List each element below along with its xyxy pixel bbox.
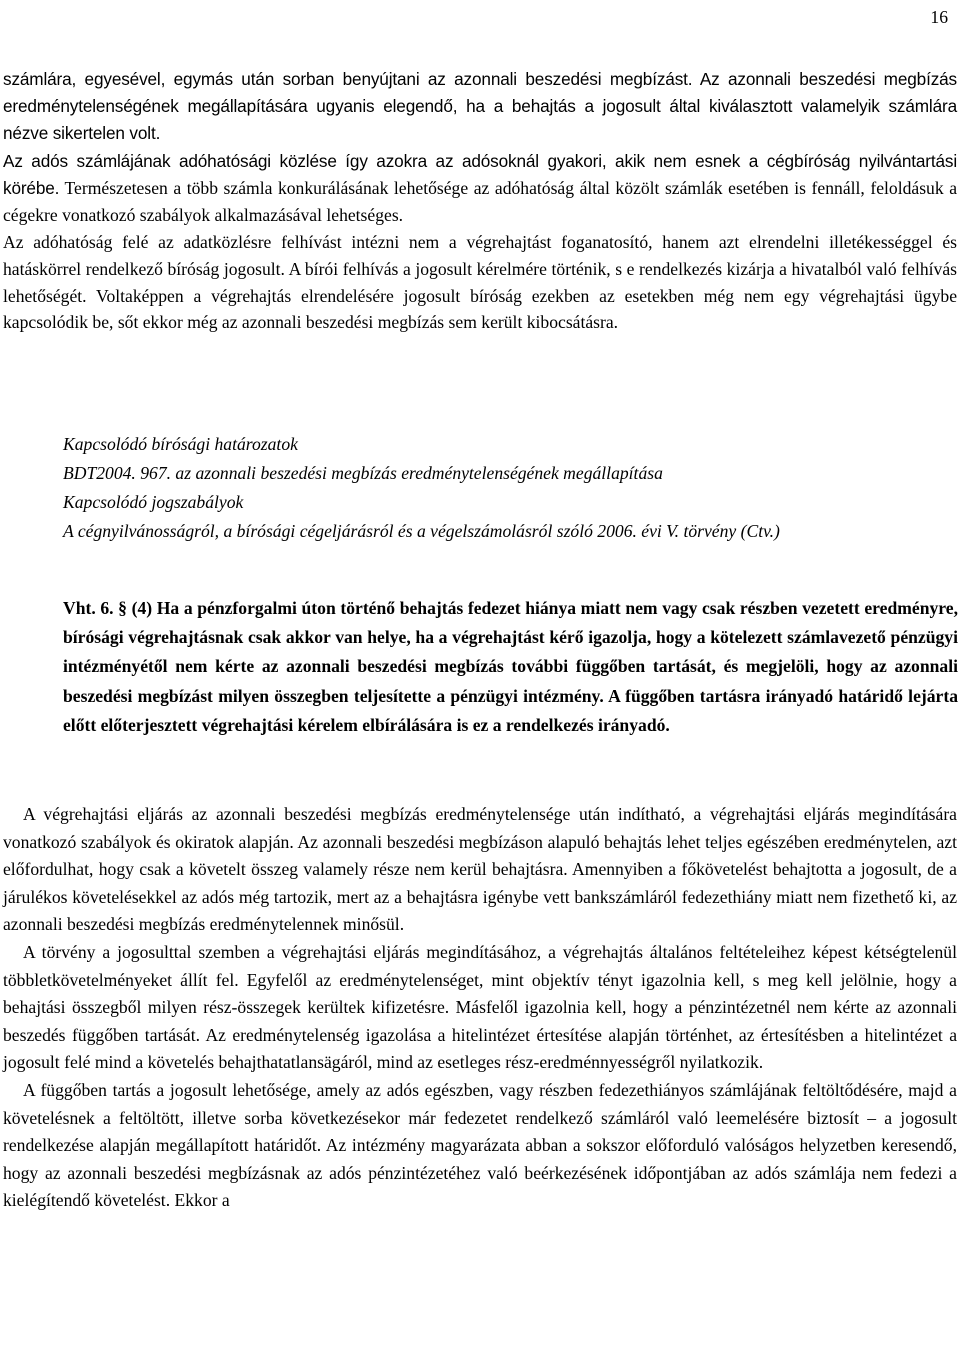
related-court-heading: Kapcsolódó bírósági határozatok: [63, 434, 298, 454]
statute-text: [63, 594, 958, 740]
statute-paragraph: Vht. 6. § (4) Ha a pénzforgalmi úton történő behajtás fedezet hiánya miatt nem vagy csak részben vezetett eredményre, bírósági végrehajtásnak csak akkor van helye, ha a végrehajtást kérő igazolja, hogy a kötelezett számlavezető pénzügyi intézményétől nem kérte az azonnali beszedési megbízás további függőben tartását, és megjelöli, hogy az azonnali beszedési megbízást milyen összegben teljesítette a pénzügyi intézmény. A függőben tartásra irányadó határidő lejárta előtt előterjesztett végrehajtási kérelem elbírálására is ez a rendelkezés irányadó.: [63, 598, 958, 735]
related-law-reference[interactable]: A cégnyilvánosságról, a bírósági cégeljárásról és a végelszámolásról szóló 2006. évi V. törvény (Ctv.): [63, 521, 780, 541]
paragraph-serif-part: Természetesen a több számla konkurálásának lehetősége az adóhatóság által közölt számlák esetében is fennáll, feloldásuk a cégekre vonatkozó szabályok alkalmazásával lehetséges.: [3, 177, 957, 226]
paragraph: számlára, egyesével, egymás után sorban benyújtani az azonnali beszedési megbízást. Az azonnali beszedési megbízás eredménytelenségének megállapítására ugyanis elegendő, ha a behajtás a jogosult által kiválasztott valamelyik számlára nézve sikertelen volt.: [3, 69, 957, 144]
paragraph: [3, 148, 957, 230]
paragraph: A törvény a jogosulttal szemben a végrehajtási eljárás megindításához, a végrehajtás általános feltételeihez képest kétségtelenül többletkövetelményeket állít fel. Egyfelől az eredménytelenséget, mint objektív tényt igazolnia kell, s meg kell jelölnie, hogy a behajtási összegből milyen rész-összegek kerültek kifizetésre. Másfelől igazolnia kell, hogy a pénzintézetnél nem kérte az azonnali beszedés függőben tartását. Az eredménytelenség igazolása a hitelintézet értesítése alapján történhet, az értesítésben a hitelintézet a jogosult felé mind a követelés behajthatatlansägáról, mind az esetleges rész-eredménnyességről nyilatkozik.: [3, 941, 957, 1073]
related-law-heading: Kapcsolódó jogszabályok: [63, 492, 244, 512]
paragraph-sans-part: Az adós számlájának adóhatósági közlése így azokra az adósoknál gyakori, akik nem esnek a cégbíróság nyilvántartási körébe.: [3, 150, 957, 198]
related-references: [63, 430, 958, 546]
paragraph: A függőben tartás a jogosult lehetősége, amely az adós egészben, vagy részben fedezethiányos számlájának feltöltődésére, majd a követelésnek a feltöltött, illetve sorba következésekor már fedezetet rendelkező számláról való leemelésére biztosít – a jogosult rendelkezése alapján megállapított határidőt. Az intézmény magyarázata abban a sokszor előforduló valóságos helyzetben keresendő, hogy az azonnali beszedési megbízásnak az adós pénzintézetéhez való beérkezésének időpontjában az adós számlája nem fedezi a kielégítendő követelést. Ekkor a: [3, 1079, 957, 1211]
paragraph: A végrehajtási eljárás az azonnali beszedési megbízás eredménytelensége után indítható, a végrehajtási eljárás megindítására vonatkozó szabályok és okiratok alapján. Az azonnali beszedési megbízáson alapuló behajtás lehet teljes egészében eredménytelen, azt előfordulhat, hogy csak a követelt összeg valamely része nem kerül behajtásra. Amennyiben a főkövetelést behajtotta a jogosult, de a járulékos követelésekkel az adós még tartozik, mert az a behajtásra igénybe vett bankszámláról fedezethiány miatt nem fizethető ki, az azonnali beszedési megbízás eredménytelennek minősül.: [3, 804, 957, 935]
paragraph: Az adóhatóság felé az adatközlésre felhívást intézni nem a végrehajtást foganatosító, hanem azt elrendelni illetékességgel és hatáskörrel rendelkező bíróság jogosult. A bírói felhívás a jogosult kérelmére történik, s e rendelkezés kizárja a hivatalból való felhívás lehetőségét. Voltaképpen a végrehajtás elrendelésére jogosult bíróság ezekben az esetekben még nem egy végrehajtási ügybe kapcsolódik be, sőt ekkor még az azonnali beszedési megbízás sem került kibocsátásra.: [3, 232, 957, 333]
related-court-reference[interactable]: BDT2004. 967. az azonnali beszedési megbízás eredménytelenségének megállapítása: [63, 463, 663, 483]
commentary-block-top: [3, 66, 957, 336]
page-number: 16: [930, 7, 948, 27]
commentary-block-bottom: [3, 801, 957, 1215]
